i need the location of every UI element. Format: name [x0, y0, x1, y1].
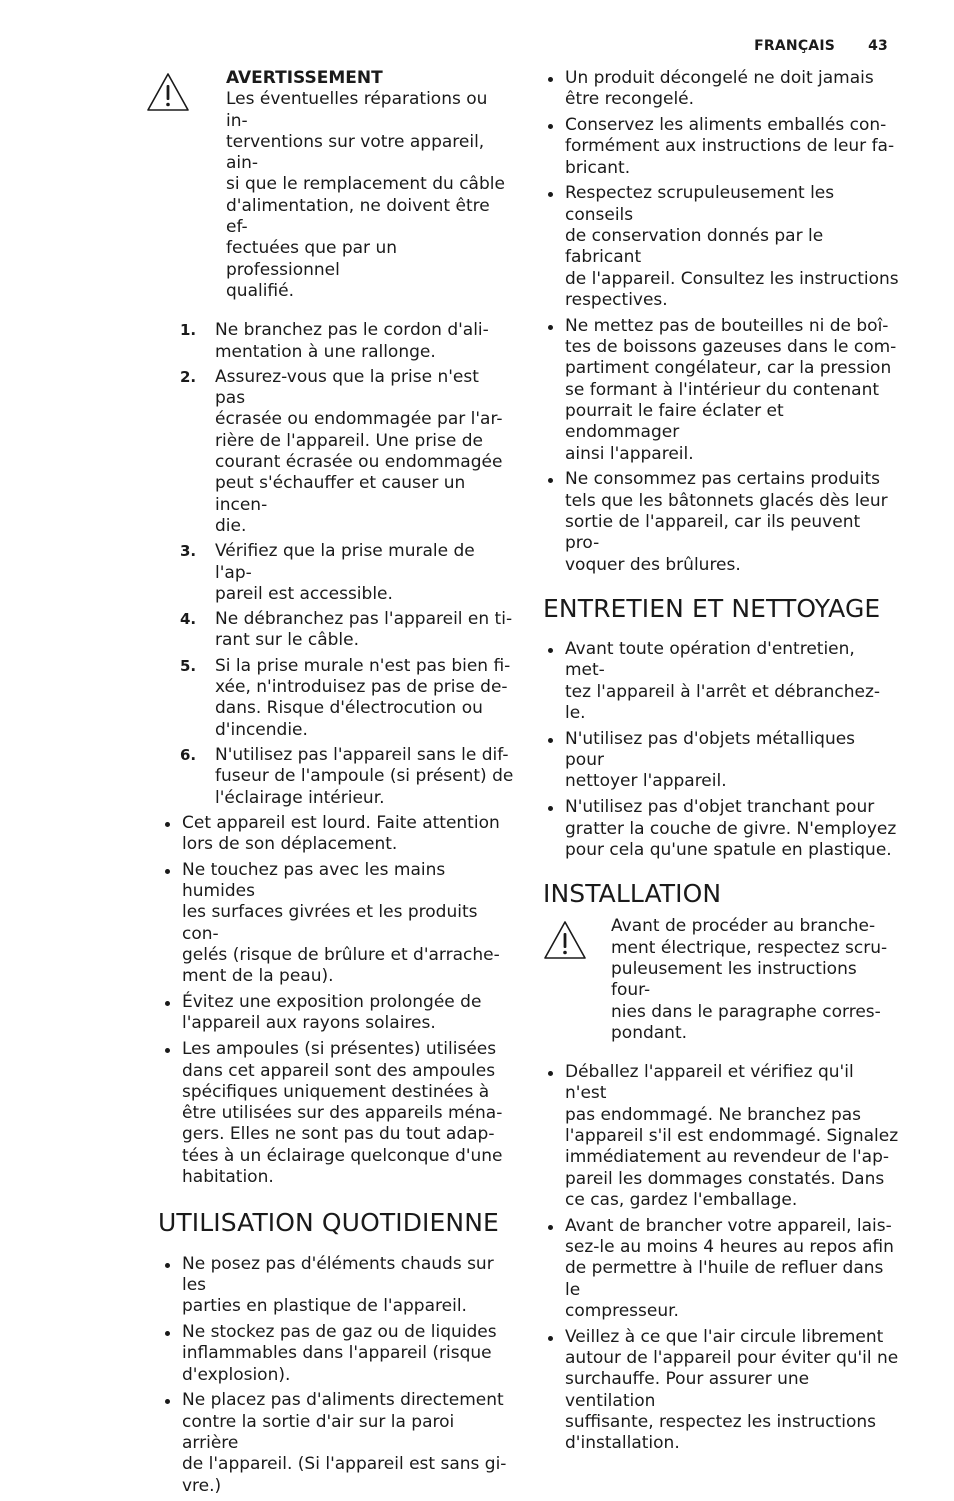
numbered-item: 5. Si la prise murale n'est pas bien fi- xée, n'introduisez pas de prise de- dans. Risque d'électrocution ou d'incendie. [180, 655, 511, 740]
section-title-cleaning: ENTRETIEN ET NETTOYAGE [543, 593, 881, 623]
page-number: 43 [868, 38, 888, 54]
language-label: FRANÇAIS [754, 38, 836, 54]
installation-warning [543, 916, 899, 1044]
numbered-item: 1. Ne branchez pas le cordon d'ali- mentation à une rallonge. [180, 320, 489, 362]
list-item: N'utilisez pas d'objets métalliques pour nettoyer l'appareil. [543, 729, 899, 793]
right-column [543, 68, 899, 1459]
list-item: Conservez les aliments emballés con- formément aux instructions de leur fa- bricant. [543, 115, 899, 179]
installation-warning-text: Avant de procéder au branche- ment électrique, respectez scru- puleusement les instructions four- nies dans le paragraphe corres- pondant. [611, 916, 888, 1043]
warning-icon [146, 72, 190, 112]
list-item: Veillez à ce que l'air circule librement autour de l'appareil pour éviter qu'il ne surchauffe. Pour assurer une ventilation suffisante, respectez les instructions d'installation. [543, 1327, 899, 1455]
warning-block [158, 68, 514, 302]
list-item: Évitez une exposition prolongée de l'appareil aux rayons solaires. [160, 992, 514, 1035]
left-column [158, 68, 514, 1501]
warning-icon [543, 920, 587, 960]
list-item: N'utilisez pas d'objet tranchant pour gratter la couche de givre. N'employez pour cela qu'une spatule en plastique. [543, 797, 899, 861]
list-item: Les ampoules (si présentes) utilisées dans cet appareil sont des ampoules spécifiques uniquement destinées à être utilisées sur des appareils ména- gers. Elles ne sont pas du tout adap- tées à un éclairage quelconque d'une habitation. [160, 1039, 514, 1188]
list-item: Déballez l'appareil et vérifiez qu'il n'est pas endommagé. Ne branchez pas l'appareil s'il est endommagé. Signalez immédiatement au revendeur de l'ap- pareil les dommages constatés. Dans ce cas, gardez l'emballage. [543, 1062, 899, 1211]
section-title-installation: INSTALLATION [543, 879, 722, 909]
list-item: Ne stockez pas de gaz ou de liquides inflammables dans l'appareil (risque d'explosion). [160, 1322, 514, 1386]
list-item: Avant de brancher votre appareil, lais- sez-le au moins 4 heures au repos afin de permettre à l'huile de refluer dans le compresseur. [543, 1216, 899, 1322]
safety-bullet-list [160, 813, 514, 1189]
list-item: Un produit décongelé ne doit jamais être recongelé. [543, 68, 899, 111]
section-title-daily-use: UTILISATION QUOTIDIENNE [158, 1208, 499, 1238]
list-item: Ne consommez pas certains produits tels que les bâtonnets glacés dès leur sortie de l'appareil, car ils peuvent pro- voquer des brûlures. [543, 469, 899, 575]
list-item: Ne mettez pas de bouteilles ni de boî- tes de boissons gazeuses dans le com- partiment congélateur, car la pression se formant à l'intérieur du contenant pourrait le faire éclater et endommager ainsi l'appareil. [543, 316, 899, 465]
storage-bullet-list [543, 68, 899, 576]
list-item: Cet appareil est lourd. Faite attention lors de son déplacement. [160, 813, 514, 856]
list-item: Respectez scrupuleusement les conseils de conservation donnés par le fabricant de l'appareil. Consultez les instructions respectives. [543, 183, 899, 311]
list-item: Ne placez pas d'aliments directement contre la sortie d'air sur la paroi arrière de l'appareil. (Si l'appareil est sans gi- vre.) [160, 1390, 514, 1496]
numbered-item: 3. Vérifiez que la prise murale de l'ap- pareil est accessible. [180, 541, 475, 604]
numbered-item: 2. Assurez-vous que la prise n'est pas écrasée ou endommagée par l'ar- rière de l'appareil. Une prise de courant écrasée ou endommagée peut s'échauffer et causer un incen- die. [180, 366, 503, 536]
warning-title: AVERTISSEMENT [226, 68, 383, 88]
list-item: Ne posez pas d'éléments chauds sur les parties en plastique de l'appareil. [160, 1254, 514, 1318]
warning-text: Les éventuelles réparations ou in- terventions sur votre appareil, ain- si que le remplacement du câble d'alimentation, ne doivent être ef- fectuées que par un professionnel qualifié. [226, 89, 505, 301]
cleaning-bullet-list [543, 639, 899, 861]
list-item: Avant toute opération d'entretien, met- tez l'appareil à l'arrêt et débranchez-le. [543, 639, 899, 724]
page-header [754, 38, 888, 54]
numbered-item: 6. N'utilisez pas l'appareil sans le dif- fuseur de l'ampoule (si présent) de l'éclairage intérieur. [180, 744, 514, 808]
numbered-item: 4. Ne débranchez pas l'appareil en ti- rant sur le câble. [180, 609, 513, 651]
installation-bullet-list [543, 1062, 899, 1454]
daily-use-bullet-list [160, 1254, 514, 1497]
numbered-list [158, 320, 514, 809]
list-item: Ne touchez pas avec les mains humides les surfaces givrées et les produits con- gelés (risque de brûlure et d'arrache- ment de la peau). [160, 860, 514, 988]
